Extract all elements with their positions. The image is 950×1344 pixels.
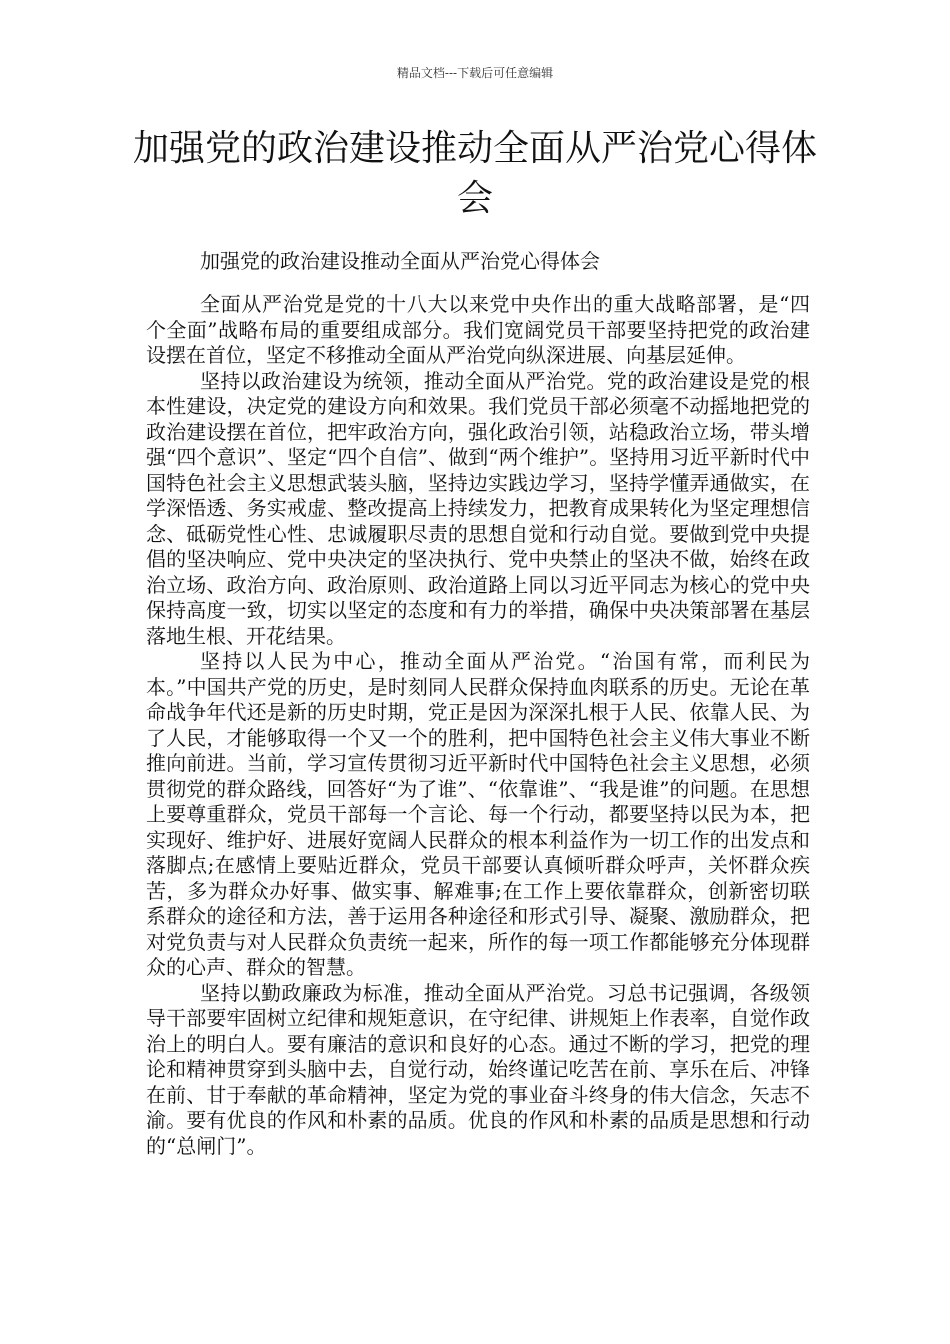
paragraph-4: 坚持以勤政廉政为标准，推动全面从严治党。习总书记强调，各级领导干部要牢固树立纪律和规矩意识，在守纪律、讲规矩上作表率，自觉作政治上的明白人。要有廉洁的意识和良好的心态。通过不断的学习，把党的理论和精神贯穿到头脑中去，自觉行动，始终谨记吃苦在前、享乐在后、冲锋在前、甘于奉献的革命精神，坚定为党的事业奋斗终身的伟大信念，矢志不渝。要有优良的作风和朴素的品质。优良的作风和朴素的品质是思想和行动的“总闸门”。 (146, 980, 810, 1158)
document-body (146, 292, 810, 1159)
document-subtitle: 加强党的政治建设推动全面从严治党心得体会 (200, 249, 600, 273)
paragraph-1: 全面从严治党是党的十八大以来党中央作出的重大战略部署，是“四个全面”战略布局的重要组成部分。我们宽阔党员干部要坚持把党的政治建设摆在首位，坚定不移推动全面从严治党向纵深进展、向基层延伸。 (146, 292, 810, 367)
document-title: 加强党的政治建设推动全面从严治党心得体会 (132, 128, 817, 219)
running-header: 精品文档---下载后可任意编辑 (396, 66, 554, 80)
paragraph-2: 坚持以政治建设为统领，推动全面从严治党。党的政治建设是党的根本性建设，决定党的建设方向和效果。我们党员干部必须毫不动摇地把党的政治建设摆在首位，把牢政治方向，强化政治引领，站稳政治立场，带头增强“四个意识”、坚定“四个自信”、做到“两个维护”。坚持用习近平新时代中国特色社会主义思想武装头脑，坚持边实践边学习，坚持学懂弄通做实，在学深悟透、务实戒虚、整改提高上持续发力，把教育成果转化为坚定理想信念、砥砺党性心性、忠诚履职尽责的思想自觉和行动自觉。要做到党中央提倡的坚决响应、党中央决定的坚决执行、党中央禁止的坚决不做，始终在政治立场、政治方向、政治原则、政治道路上同以习近平同志为核心的党中央保持高度一致，切实以坚定的态度和有力的举措，确保中央决策部署在基层落地生根、开花结果。 (146, 368, 810, 648)
paragraph-3: 坚持以人民为中心，推动全面从严治党。“治国有常，而利民为本。”中国共产党的历史，是时刻同人民群众保持血肉联系的历史。无论在革命战争年代还是新的历史时期，党正是因为深深扎根于人民、依靠人民、为了人民，才能够取得一个又一个的胜利，把中国特色社会主义伟大事业不断推向前进。当前，学习宣传贯彻习近平新时代中国特色社会主义思想，必须贯彻党的群众路线，回答好“为了谁”、“依靠谁”、“我是谁”的问题。在思想上要尊重群众，党员干部每一个言论、每一个行动，都要坚持以民为本，把实现好、维护好、进展好宽阔人民群众的根本利益作为一切工作的出发点和落脚点;在感情上要贴近群众，党员干部要认真倾听群众呼声，关怀群众疾苦，多为群众办好事、做实事、解难事;在工作上要依靠群众，创新密切联系群众的途径和方法，善于运用各种途径和形式引导、凝聚、激励群众，把对党负责与对人民群众负责统一起来，所作的每一项工作都能够充分体现群众的心声、群众的智慧。 (146, 649, 810, 979)
